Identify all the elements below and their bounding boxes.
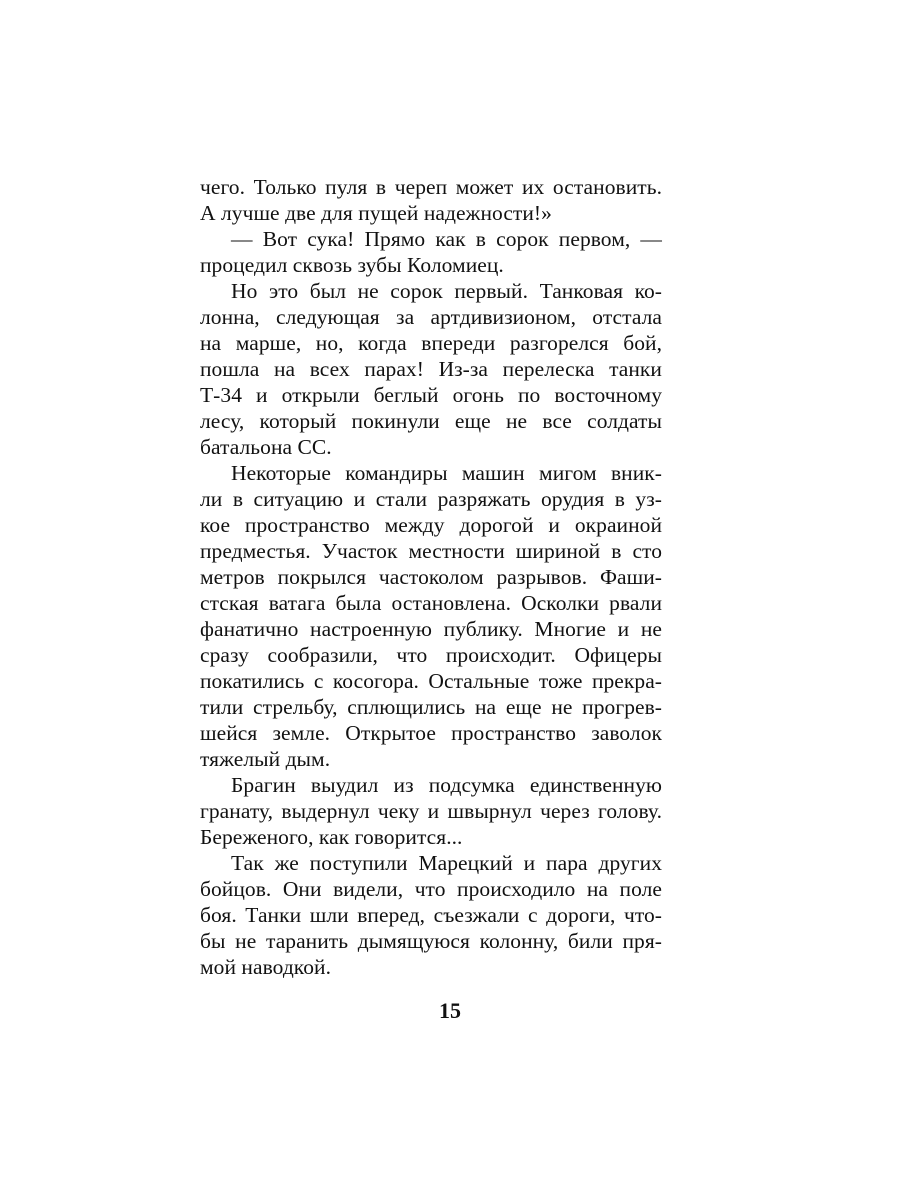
- text-line: гранату, выдернул чеку и швырнул через голову.: [200, 799, 662, 823]
- text-line: ли в ситуацию и стали разряжать орудия в уз-: [200, 487, 662, 511]
- text-line: лесу, который покинули еще не все солдаты: [200, 409, 662, 433]
- text-line: бойцов. Они видели, что происходило на поле: [200, 877, 662, 901]
- page-number: 15: [439, 998, 461, 1023]
- text-line: тяжелый дым.: [200, 747, 331, 771]
- text-line: Т-34 и открыли беглый огонь по восточному: [200, 383, 662, 407]
- text-line: Но это был не сорок первый. Танковая ко-: [231, 279, 662, 303]
- text-line: боя. Танки шли вперед, съезжали с дороги, что-: [200, 903, 662, 927]
- text-line: бы не таранить дымящуюся колонну, били пря-: [200, 929, 662, 953]
- text-line: сразу сообразили, что происходит. Офицеры: [200, 643, 662, 667]
- text-line: Некоторые командиры машин мигом вник-: [231, 461, 662, 485]
- text-line: тили стрельбу, сплющились на еще не прогрев-: [200, 695, 662, 719]
- text-line: чего. Только пуля в череп может их остановить.: [200, 175, 662, 199]
- text-line: покатились с косогора. Остальные тоже прекра-: [200, 669, 662, 693]
- text-line: фанатично настроенную публику. Многие и не: [200, 617, 662, 641]
- text-line: Брагин выудил из подсумка единственную: [231, 773, 662, 797]
- text-line: лонна, следующая за артдивизионом, отстала: [200, 305, 662, 329]
- text-line: метров покрылся частоколом разрывов. Фаши-: [200, 565, 662, 589]
- text-line: стская ватага была остановлена. Осколки рвали: [200, 591, 662, 615]
- text-line: предместья. Участок местности шириной в сто: [200, 539, 662, 563]
- page-body: [200, 174, 662, 980]
- text-line: кое пространство между дорогой и окраиной: [200, 513, 662, 537]
- text-line: шейся земле. Открытое пространство заволок: [200, 721, 662, 745]
- text-line: — Вот сука! Прямо как в сорок первом, —: [231, 227, 662, 251]
- text-line: процедил сквозь зубы Коломиец.: [200, 253, 504, 277]
- text-line: батальона СС.: [200, 435, 332, 459]
- text-line: на марше, но, когда впереди разгорелся бой,: [200, 331, 662, 355]
- text-line: Так же поступили Марецкий и пара других: [231, 851, 662, 875]
- text-line: пошла на всех парах! Из-за перелеска танки: [200, 357, 662, 381]
- text-line: Береженого, как говорится...: [200, 825, 463, 849]
- text-line: А лучше две для пущей надежности!»: [200, 201, 552, 225]
- text-line: мой наводкой.: [200, 955, 331, 979]
